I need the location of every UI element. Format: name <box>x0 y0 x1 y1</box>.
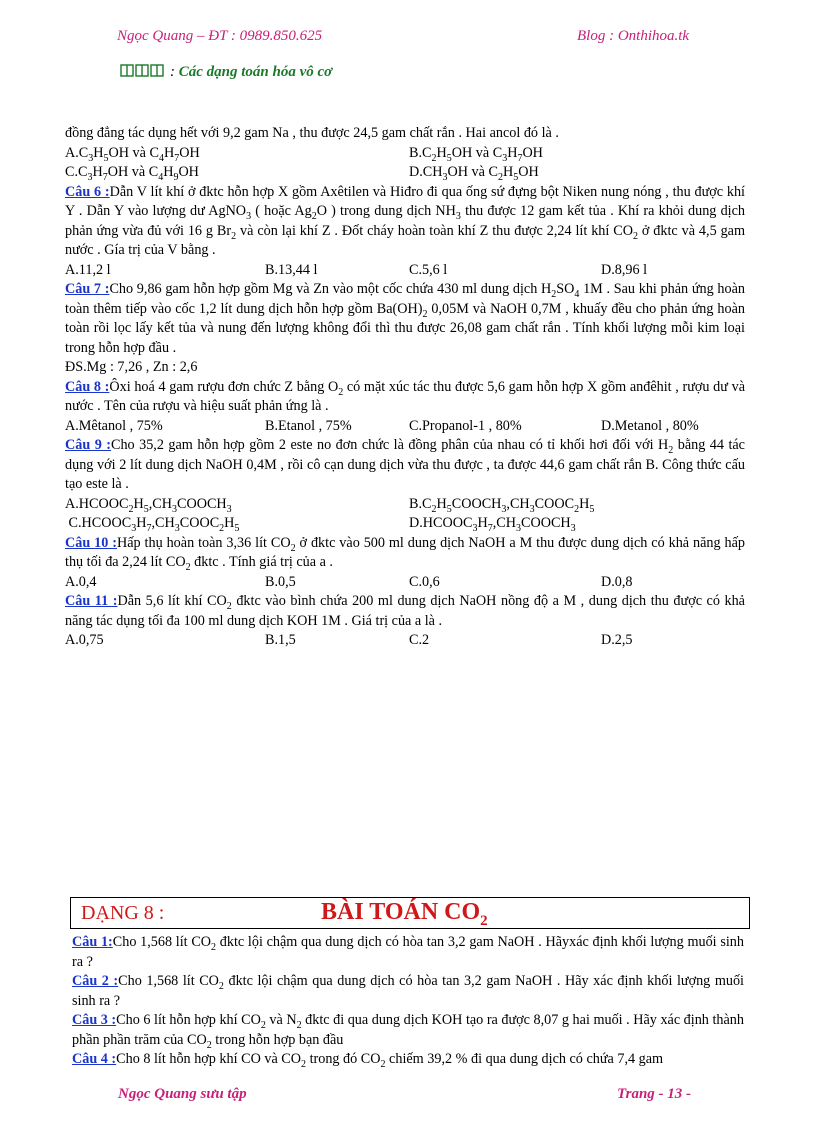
question-9: Câu 9 :Cho 35,2 gam hỗn hợp gồm 2 este no đơn chức là đồng phân của nhau có tỉ khối hơi đối với $H_2$ bằng 44 tác dụng với 2 lít dung dịch NaOH 0,4M , rồi cô cạn dung dịch vừa thu được , ta được 44,6 gam chất rắn B. Công thức cấu tạo este là . <box>65 437 745 492</box>
footer-collector: Ngọc Quang sưu tập <box>118 1086 247 1102</box>
answer-options: $A.HCOOC_2H_5,CH_3COOCH_3$ $B.C_2H_5COOCH_3,CH_3COOC_2H_5$ <box>65 495 595 515</box>
page-number: Trang - 13 - <box>617 1086 692 1102</box>
header-author: Ngọc Quang – ĐT : 0989.850.625 <box>117 28 323 44</box>
answer-options: A.0,75 B.1,5 C.2 D.2,5 <box>65 632 633 648</box>
book-icon <box>120 64 164 77</box>
section-label: DẠNG 8 : <box>81 902 165 924</box>
question-11: Câu 11 :Dẫn 5,6 lít khí $CO_2$ đktc vào bình chứa 200 ml dung dịch NaOH nồng độ a M , dung dịch thu được có khả năng tác dụng tối đa 100 ml dung dịch KOH 1M . Giá trị của a là . <box>65 593 745 629</box>
question-10: Câu 10 :Hấp thụ hoàn toàn 3,36 lít $CO_2$ ở đktc vào 500 ml dung dịch NaOH a M thu được dung dịch có khả năng hấp thụ tối đa 2,24 lít $CO_2$ đktc . Tính giá trị của a . <box>65 534 745 573</box>
answer-options: $C.C_3H_7OH$ và $C_4H_9OH$ $D.CH_3OH$ và $C_2H_5OH$ <box>65 164 539 183</box>
question-8: Câu 8 :Ôxi hoá 4 gam rượu đơn chức Z bằng $O_2$ có mặt xúc tác thu được 5,6 gam hỗn hợp X gồm anđêhit , rượu dư và nước . Tên của rượu và hiệu suất phản ứng là . <box>65 378 745 414</box>
questions-part-2 <box>72 933 744 1070</box>
section-heading <box>70 897 750 929</box>
answer-options: A.11,2 l B.13,44 l C.5,6 l D.8,96 l <box>65 261 648 278</box>
answer-options: $C.HCOOC_3H_7,CH_3COOC_2H_5$ $D.HCOOC_3H_7,CH_3COOCH_3$ <box>65 515 576 534</box>
questions-part-1 <box>65 124 745 651</box>
topic-line: : Các dạng toán hóa vô cơ <box>120 64 332 81</box>
answer-options: A.Mêtanol , 75% B.Etanol , 75% C.Propanol-1 , 80% D.Metanol , 80% <box>65 417 699 434</box>
answer-options: A.0,4 B.0,5 C.0,6 D.0,8 <box>65 573 633 590</box>
header-blog: Blog : Onthihoa.tk <box>577 28 690 44</box>
question-4: Câu 4 :Cho 8 lít hỗn hợp khí CO và $CO_2$ trong đó $CO_2$ chiếm 39,2 % đi qua dung dịch có chứa 7,4 gam <box>72 1051 664 1070</box>
question-7-answer: ĐS.Mg : 7,26 , Zn : 2,6 <box>65 359 198 375</box>
question-1: Câu 1:Cho 1,568 lít $CO_2$ đktc lội chậm qua dung dịch có hòa tan 3,2 gam NaOH . Hãyxác định khối lượng muối sinh ra ? <box>72 934 744 970</box>
question-6: Câu 6 :Dẫn V lít khí ở đktc hỗn hợp X gồm Axêtilen và Hiđro đi qua ống sứ đựng bột Niken nung nóng , thu được khí Y . Dẫn Y vào lượng dư AgNO$_3$ ( hoặc $Ag_2O$ ) trong dung dịch $NH_3$ thu được 12 gam kết tủa . Khí ra khỏi dung dịch phản ứng vừa đủ với 16 g $Br_2$ và còn lại khí Z . Đốt cháy hoàn toàn khí Z thu được 2,24 lít khí $CO_2$ ở đktc và 4,5 gam nước . Gía trị của V bằng . <box>65 183 746 258</box>
question-2: Câu 2 :Cho 1,568 lít $CO_2$ đktc lội chậm qua dung dịch có hòa tan 3,2 gam NaOH . Hãy xác định khối lượng muối sinh ra ? <box>72 973 744 1009</box>
question-7: Câu 7 :Cho 9,86 gam hỗn hợp gồm Mg và Zn vào một cốc chứa 430 ml dung dịch $H_2SO_4$ 1M . Sau khi phản ứng hoàn toàn thêm tiếp vào cốc 1,2 lít dung dịch hỗn hợp gồm $Ba(OH)_2$ 0,05M và NaOH 0,7M , khuấy đều cho phản ứng hoàn toàn rồi lọc lấy kết tủa và nung đến lượng không đổi thì thu được 26,08 gam chất rắn . Tính khối lượng mỗi kim loại trong hỗn hợp đầu . <box>65 281 745 356</box>
question-5-tail: đồng đẳng tác dụng hết với 9,2 gam Na , thu được 24,5 gam chất rắn . Hai ancol đó là . <box>65 125 559 141</box>
answer-options: $A.C_3H_5OH$ và $C_4H_7OH$ $B.C_2H_5OH$ và $C_3H_7OH$ <box>65 144 543 164</box>
section-title: BÀI TOÁN $CO_2$ <box>321 899 488 929</box>
topic-title: Các dạng toán hóa vô cơ <box>178 64 333 80</box>
question-3: Câu 3 :Cho 6 lít hỗn hợp khí $CO_2$ và $N_2$ đktc đi qua dung dịch KOH tạo ra được 8,07 g hai muối . Hãy xác định thành phần phần trăm của $CO_2$ trong hỗn hợp bạn đầu <box>72 1012 744 1051</box>
